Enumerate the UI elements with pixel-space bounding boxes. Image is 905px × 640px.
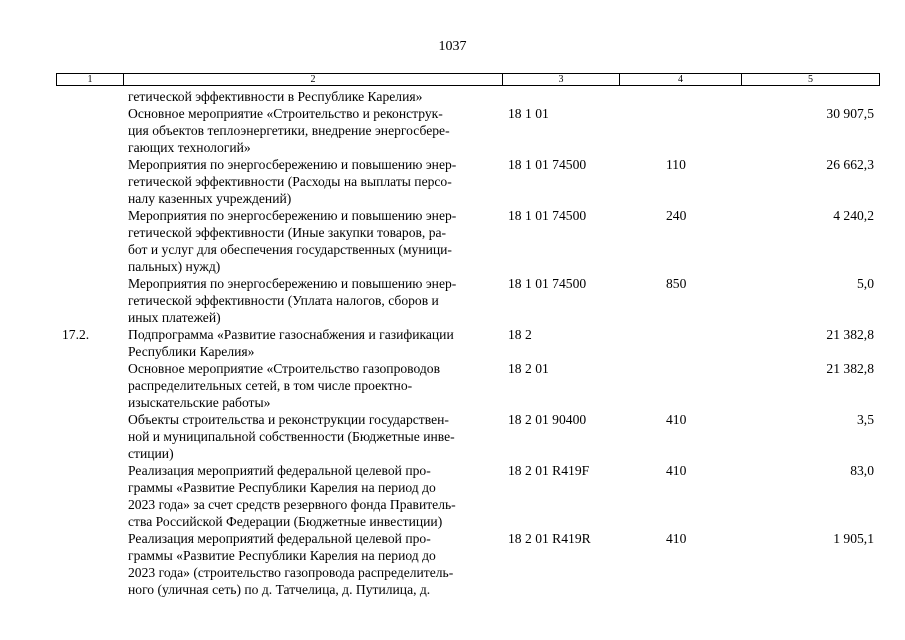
row-amount: 83,0 bbox=[850, 463, 874, 478]
description-line: гетической эффективности (Иные закупки товаров, ра- bbox=[128, 225, 447, 240]
row-description bbox=[128, 275, 456, 326]
description-line: стиции) bbox=[128, 446, 174, 461]
description-line: Реализация мероприятий федеральной целевой про- bbox=[128, 531, 431, 546]
row-amount: 21 382,8 bbox=[826, 361, 874, 376]
row-amount: 3,5 bbox=[857, 412, 874, 427]
row-amount: 21 382,8 bbox=[826, 327, 874, 342]
table-header bbox=[56, 73, 880, 86]
row-description bbox=[128, 105, 450, 156]
column-header-2: 2 bbox=[123, 74, 502, 85]
table-row bbox=[56, 207, 880, 275]
column-header-4: 4 bbox=[619, 74, 741, 85]
column-header-3: 3 bbox=[502, 74, 619, 85]
description-line: Реализация мероприятий федеральной целевой про- bbox=[128, 463, 431, 478]
row-code: 18 2 01 bbox=[508, 361, 549, 376]
description-line: налу казенных учреждений) bbox=[128, 191, 292, 206]
row-amount: 30 907,5 bbox=[826, 106, 874, 121]
row-amount: 26 662,3 bbox=[826, 157, 874, 172]
row-type: 410 bbox=[666, 463, 687, 478]
description-line: распределительных сетей, в том числе проектно- bbox=[128, 378, 413, 393]
page-number: 1037 bbox=[438, 39, 467, 54]
row-code: 18 2 01 R419R bbox=[508, 531, 591, 546]
row-code: 18 2 bbox=[508, 327, 532, 342]
description-line: 2023 года» (строительство газопровода распределитель- bbox=[128, 565, 454, 580]
description-line: граммы «Развитие Республики Карелия на период до bbox=[128, 548, 436, 563]
description-line: пальных) нужд) bbox=[128, 259, 221, 274]
row-type: 240 bbox=[666, 208, 687, 223]
description-line: гетической эффективности (Расходы на выплаты персо- bbox=[128, 174, 452, 189]
description-line: гающих технологий» bbox=[128, 140, 251, 155]
description-line: ного (уличная сеть) по д. Татчелица, д. Путилица, д. bbox=[128, 582, 431, 597]
column-header-5: 5 bbox=[741, 74, 879, 85]
table-row bbox=[56, 156, 880, 207]
row-description bbox=[128, 530, 453, 598]
table-row bbox=[56, 411, 880, 462]
description-line: граммы «Развитие Республики Карелия на период до bbox=[128, 480, 436, 495]
table-body bbox=[56, 88, 880, 598]
row-code: 18 1 01 bbox=[508, 106, 549, 121]
row-code: 18 1 01 74500 bbox=[508, 157, 587, 172]
description-line: Мероприятия по энергосбережению и повышению энер- bbox=[128, 157, 457, 172]
description-line: бот и услуг для обеспечения государственных (муници- bbox=[128, 242, 452, 257]
description-line: ция объектов теплоэнергетики, внедрение энергосбере- bbox=[128, 123, 450, 138]
description-line: иных платежей) bbox=[128, 310, 221, 325]
description-line: 2023 года» за счет средств резервного фонда Правитель- bbox=[128, 497, 456, 512]
row-description bbox=[128, 156, 456, 207]
description-line: ства Российской Федерации (Бюджетные инвестиции) bbox=[128, 514, 443, 529]
row-description bbox=[128, 207, 456, 275]
table-row bbox=[56, 275, 880, 326]
description-line: Республики Карелия» bbox=[128, 344, 255, 359]
row-description bbox=[128, 462, 456, 530]
row-type: 850 bbox=[666, 276, 687, 291]
description-line: ной и муниципальной собственности (Бюджетные инве- bbox=[128, 429, 455, 444]
row-description bbox=[128, 360, 440, 411]
row-number: 17.2. bbox=[62, 327, 90, 342]
description-line: Подпрограмма «Развитие газоснабжения и газификации bbox=[128, 327, 454, 342]
table-row bbox=[56, 326, 880, 360]
description-line: Основное мероприятие «Строительство газопроводов bbox=[128, 361, 441, 376]
row-amount: 4 240,2 bbox=[833, 208, 874, 223]
description-line: изыскательские работы» bbox=[128, 395, 271, 410]
row-code: 18 2 01 90400 bbox=[508, 412, 587, 427]
column-header-1: 1 bbox=[87, 74, 93, 85]
description-line: Мероприятия по энергосбережению и повышению энер- bbox=[128, 276, 457, 291]
table-row bbox=[56, 360, 880, 411]
table-row bbox=[56, 530, 880, 598]
table-row bbox=[56, 88, 880, 105]
description-line: гетической эффективности (Уплата налогов, сборов и bbox=[128, 293, 439, 308]
row-amount: 1 905,1 bbox=[833, 531, 874, 546]
table-row bbox=[56, 462, 880, 530]
description-line: гетической эффективности в Республике Карелия» bbox=[128, 89, 423, 104]
row-type: 410 bbox=[666, 531, 687, 546]
description-line: Основное мероприятие «Строительство и реконструк- bbox=[128, 106, 443, 121]
row-description bbox=[128, 326, 454, 360]
row-amount: 5,0 bbox=[857, 276, 874, 291]
row-description bbox=[128, 411, 455, 462]
description-line: Объекты строительства и реконструкции государствен- bbox=[128, 412, 449, 427]
row-code: 18 1 01 74500 bbox=[508, 276, 587, 291]
row-code: 18 1 01 74500 bbox=[508, 208, 587, 223]
row-code: 18 2 01 R419F bbox=[508, 463, 590, 478]
description-line: Мероприятия по энергосбережению и повышению энер- bbox=[128, 208, 457, 223]
row-description bbox=[128, 88, 422, 105]
row-type: 410 bbox=[666, 412, 687, 427]
row-type: 110 bbox=[666, 157, 686, 172]
table-row bbox=[56, 105, 880, 156]
